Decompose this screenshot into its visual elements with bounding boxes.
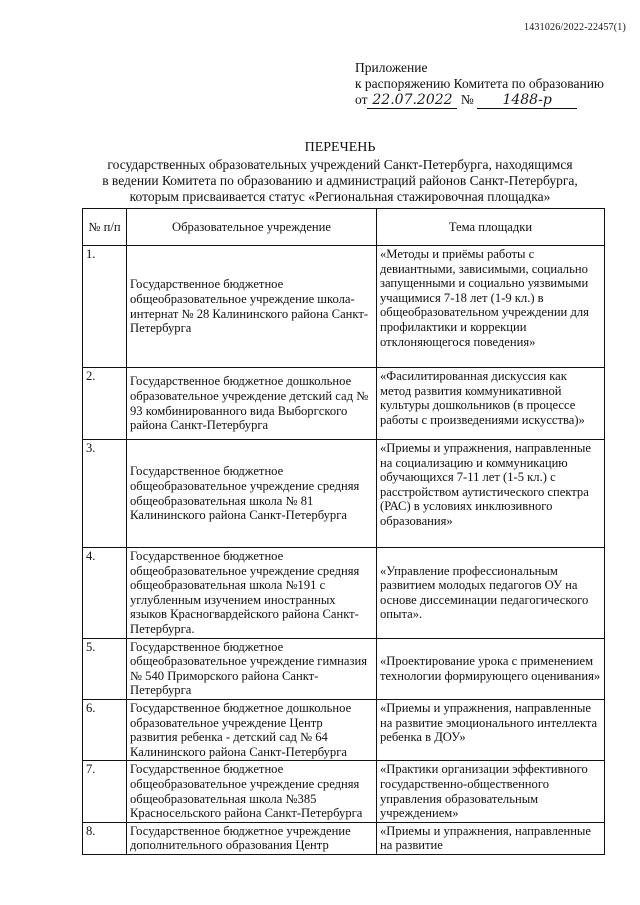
- document-registration-id: 1431026/2022-22457(1): [524, 22, 626, 33]
- appendix-title: Приложение: [355, 60, 428, 75]
- table-row: [83, 548, 605, 639]
- row-number: 4.: [83, 548, 127, 639]
- site-topic: «Приемы и упражнения, направленные на развитие эмоционального интеллекта ребенка в ДОУ»: [377, 699, 605, 760]
- table-row: [83, 822, 605, 854]
- number-prefix: №: [460, 92, 474, 107]
- site-topic: «Приемы и упражнения, направленные на социализацию и коммуникацию обучающихся 7-11 лет (1-5 кл.) с расстройством аутистического спектра (РАС) в условиях инклюзивного образования»: [377, 440, 605, 548]
- institution-name: Государственное бюджетное общеобразовательное учреждение гимназия № 540 Приморского района Санкт-Петербурга: [127, 638, 377, 699]
- site-topic: «Практики организации эффективного государственно-общественного управления образовательным учреждением»: [377, 761, 605, 822]
- header-institution: Образовательное учреждение: [127, 209, 377, 246]
- header-topic: Тема площадки: [377, 209, 605, 246]
- row-number: 6.: [83, 699, 127, 760]
- institution-name: Государственное бюджетное общеобразовательное учреждение школа-интернат № 28 Калининского района Санкт-Петербурга: [127, 246, 377, 368]
- site-topic: «Управление профессиональным развитием молодых педагогов ОУ на основе диссеминации педагогического опыта».: [377, 548, 605, 639]
- institution-name: Государственное бюджетное дошкольное образовательное учреждение детский сад № 93 комбинированного вида Выборгского района Санкт-Петербурга: [127, 368, 377, 440]
- appendix-header: [355, 60, 635, 109]
- row-number: 8.: [83, 822, 127, 854]
- site-topic: «Методы и приёмы работы с девиантными, зависимыми, социально запущенными и социально уязвимыми учащимися 7-18 лет (1-9 кл.) в общеобразовательном учреждении для профилактики и коррекции отклоняющегося поведения»: [377, 246, 605, 368]
- row-number: 3.: [83, 440, 127, 548]
- table-row: [83, 638, 605, 699]
- site-topic: «Приемы и упражнения, направленные на развитие: [377, 822, 605, 854]
- title-line-2: в ведении Комитета по образованию и администраций районов Санкт-Петербурга,: [102, 173, 578, 188]
- institution-name: Государственное бюджетное учреждение дополнительного образования Центр: [127, 822, 377, 854]
- institution-name: Государственное бюджетное общеобразовательное учреждение средняя общеобразовательная школа №191 с углубленным изучением иностранных языков Красногвардейского района Санкт-Петербурга.: [127, 548, 377, 639]
- handwritten-order-number: 1488-р: [477, 92, 577, 109]
- row-number: 5.: [83, 638, 127, 699]
- title-line-1: государственных образовательных учреждений Санкт-Петербурга, находящимся: [107, 157, 573, 172]
- institution-name: Государственное бюджетное дошкольное образовательное учреждение Центр развития ребенка - детский сад № 64 Калининского района Санкт-Петербурга: [127, 699, 377, 760]
- table-row: [83, 699, 605, 760]
- institution-name: Государственное бюджетное общеобразовательное учреждение средняя общеобразовательная школа №385 Красносельского района Санкт-Петербурга: [127, 761, 377, 822]
- table-header-row: [83, 209, 605, 246]
- table-row: [83, 761, 605, 822]
- handwritten-date: 22.07.2022: [367, 92, 457, 109]
- table-row: [83, 440, 605, 548]
- appendix-date-number: [355, 92, 635, 109]
- row-number: 1.: [83, 246, 127, 368]
- table-row: [83, 368, 605, 440]
- row-number: 7.: [83, 761, 127, 822]
- table-row: [83, 246, 605, 368]
- site-topic: «Проектирование урока с применением технологии формирующего оценивания»: [377, 638, 605, 699]
- site-topic: «Фасилитированная дискуссия как метод развития коммуникативной культуры дошкольников (в процессе работы с произведениями искусства)»: [377, 368, 605, 440]
- header-number: № п/п: [83, 209, 127, 246]
- appendix-order-ref: к распоряжению Комитета по образованию: [355, 76, 605, 91]
- institution-name: Государственное бюджетное общеобразовательное учреждение средняя общеобразовательная школа № 81 Калининского района Санкт-Петербурга: [127, 440, 377, 548]
- row-number: 2.: [83, 368, 127, 440]
- date-prefix: от: [355, 92, 368, 107]
- institutions-table: [82, 208, 605, 855]
- document-title-block: [80, 140, 600, 205]
- document-title: ПЕРЕЧЕНЬ: [304, 140, 376, 155]
- title-line-3: которым присваивается статус «Региональная стажировочная площадка»: [129, 189, 551, 204]
